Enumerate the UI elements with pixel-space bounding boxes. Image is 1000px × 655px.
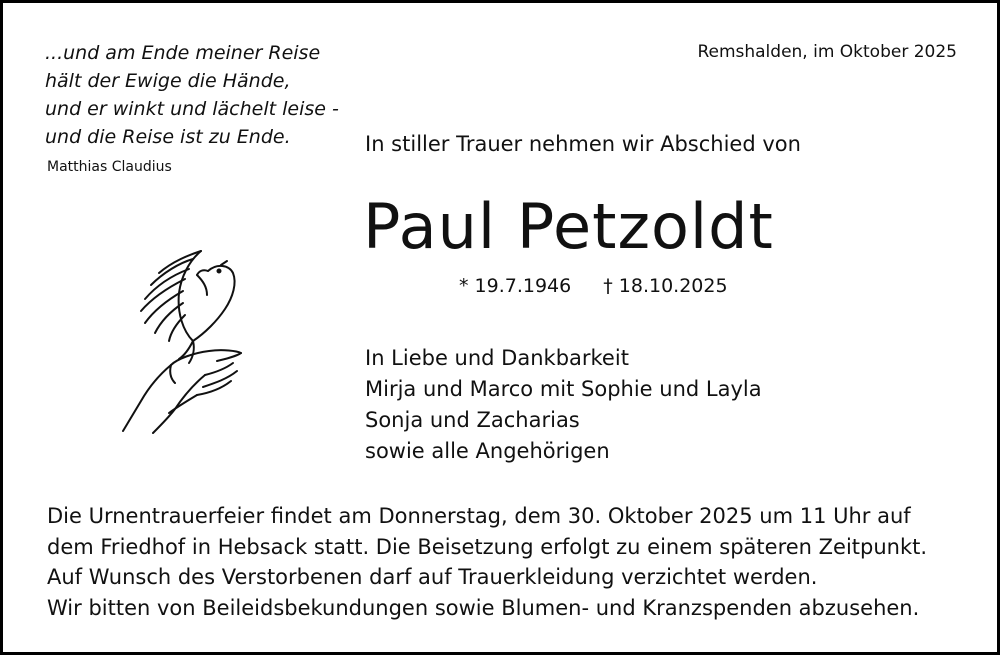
mourners-block <box>365 343 762 467</box>
mourners-heading: In Liebe und Dankbarkeit <box>365 346 629 370</box>
quote <box>45 39 339 151</box>
quote-line: ...und am Ende meiner Reise <box>45 42 321 64</box>
funeral-notice <box>47 501 927 623</box>
birth-date: * 19.7.1946 <box>459 275 572 297</box>
deceased-name: Paul Petzoldt <box>363 190 774 263</box>
life-dates <box>459 275 728 297</box>
quote-line: hält der Ewige die Hände, <box>45 70 291 92</box>
mourner-name: Mirja und Marco mit Sophie und Layla <box>365 377 762 401</box>
mourner-name: Sonja und Zacharias <box>365 408 580 432</box>
intro-text: In stiller Trauer nehmen wir Abschied von <box>365 132 801 156</box>
quote-line: und die Reise ist zu Ende. <box>45 126 291 148</box>
death-date: † 18.10.2025 <box>603 275 728 297</box>
notice-line: Wir bitten von Beileidsbekundungen sowie Blumen- und Kranzspenden abzusehen. <box>47 595 920 620</box>
quote-line: und er winkt und lächelt leise - <box>45 98 339 120</box>
place-date: Remshalden, im Oktober 2025 <box>697 42 957 62</box>
dove-over-hands-icon <box>113 241 253 436</box>
mourner-name: sowie alle Angehörigen <box>365 439 610 463</box>
quote-author: Matthias Claudius <box>47 159 172 175</box>
notice-line: Die Urnentrauerfeier findet am Donnerstag, dem 30. Oktober 2025 um 11 Uhr auf <box>47 504 911 528</box>
notice-line: dem Friedhof in Hebsack statt. Die Beisetzung erfolgt zu einem späteren Zeitpunkt. <box>47 534 928 559</box>
notice-line: Auf Wunsch des Verstorbenen darf auf Trauerkleidung verzichtet werden. <box>47 565 818 589</box>
